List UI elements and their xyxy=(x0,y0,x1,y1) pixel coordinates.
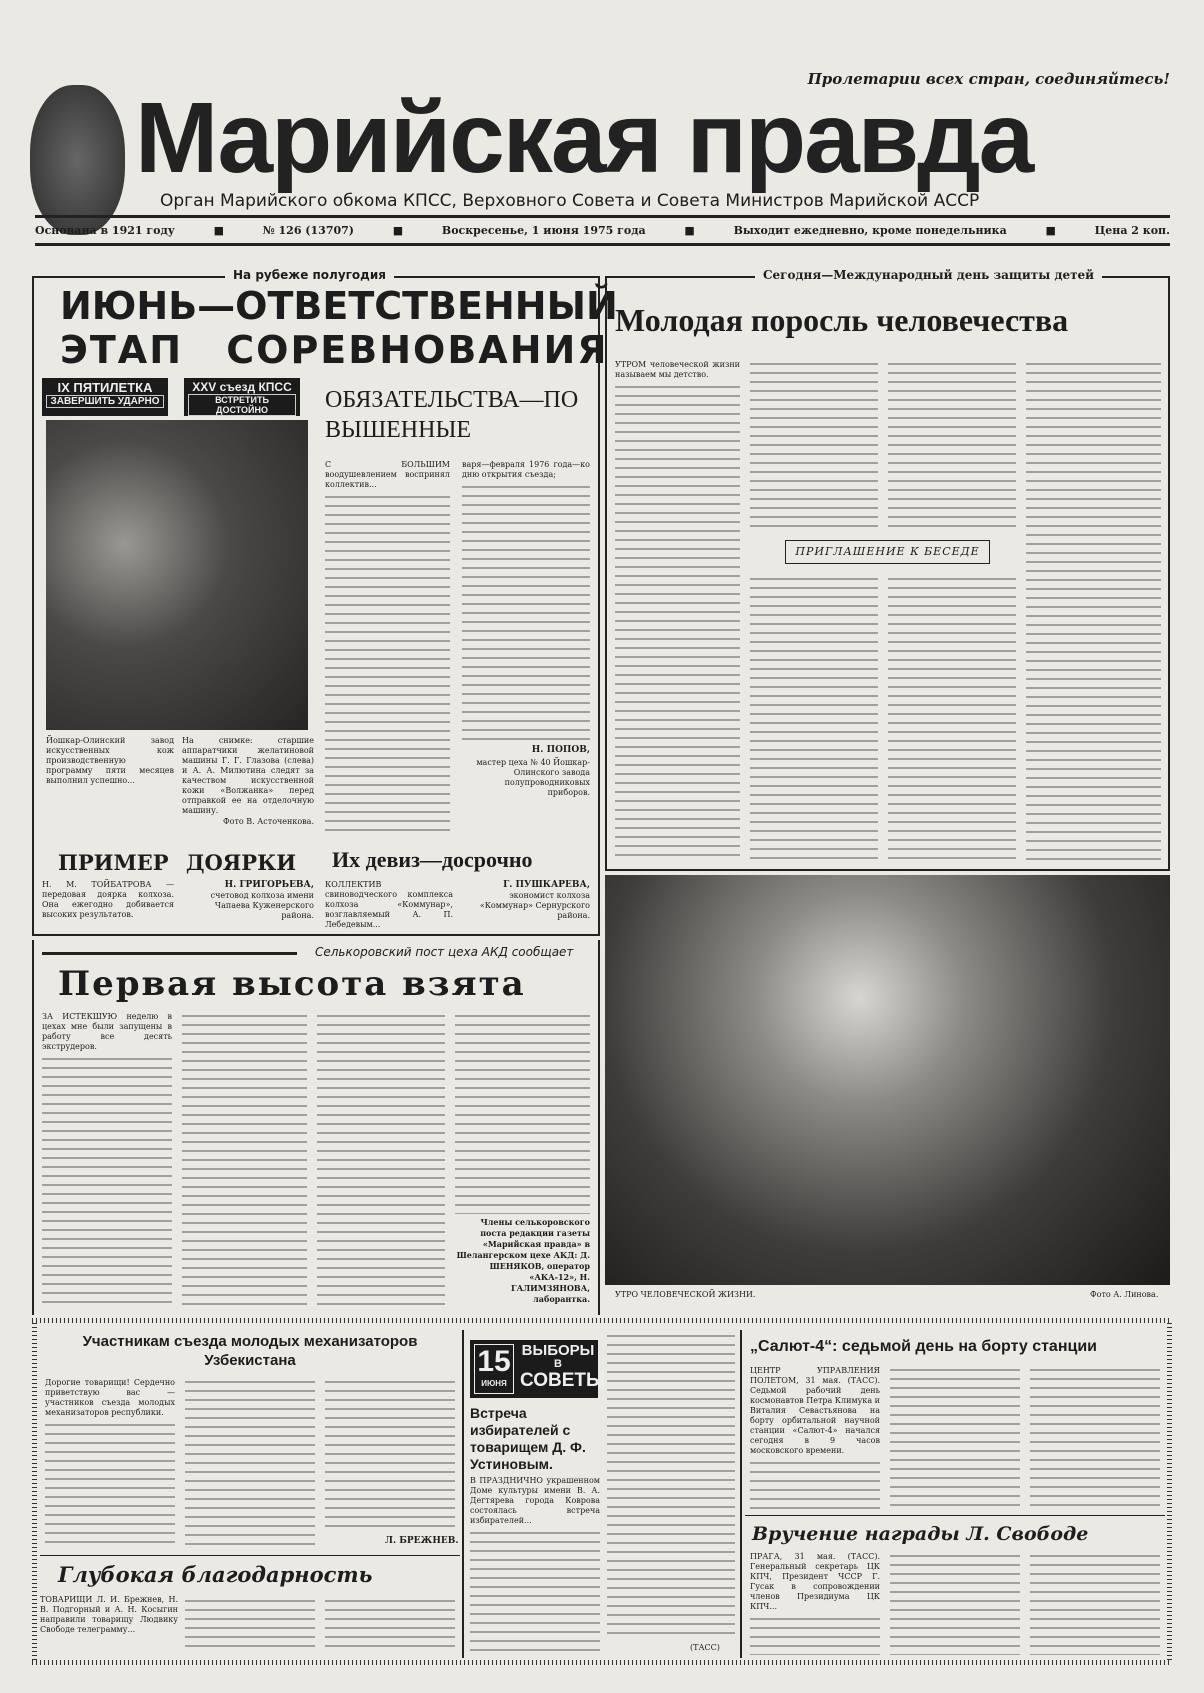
article-column xyxy=(750,1366,880,1510)
date: Воскресенье, 1 июня 1975 года xyxy=(441,224,646,237)
text-column xyxy=(182,1012,307,1305)
milkmaid-headline: ПРИМЕР ДОЯРКИ xyxy=(58,850,297,875)
text-column xyxy=(888,360,1016,530)
text-column xyxy=(185,1378,315,1548)
text-column xyxy=(317,1012,445,1305)
text-column xyxy=(750,575,878,865)
signature-block xyxy=(462,880,590,932)
elections-lead: В ПРАЗДНИЧНО украшенном Доме культуры имени В. А. Дегтярева города Коврова состоялась встреча избирателей... xyxy=(470,1476,600,1525)
award-headline: Вручение награды Л. Свободе xyxy=(752,1523,1089,1545)
text-column xyxy=(1026,360,1161,860)
first-height-lead: ЗА ИСТЕКШУЮ неделю в цехах мне были запущены в работу все десять экструдеров. xyxy=(42,1012,172,1051)
gratitude-lead: ТОВАРИЩИ Л. И. Брежнев, Н. В. Подгорный и А. Н. Косыгин направили товарищу Людвику Свободе телеграмму... xyxy=(40,1595,178,1634)
children-lead: УТРОМ человеческой жизни называем мы детство. xyxy=(615,360,740,379)
band-border xyxy=(32,1323,37,1660)
text-column xyxy=(462,483,590,740)
elections-headline: Встреча избирателей с товарищем Д. Ф. Устиновым. xyxy=(470,1405,586,1472)
divider xyxy=(35,243,1170,246)
five-year-plan-badge: IX ПЯТИЛЕТКА ЗАВЕРШИТЬ УДАРНО xyxy=(42,378,168,416)
text-column xyxy=(615,383,740,863)
signature: Н. ПОПОВ, xyxy=(531,745,590,755)
kicker: Селькоровский пост цеха АКД сообщает xyxy=(315,945,574,959)
signature-block xyxy=(182,880,314,932)
elections-column xyxy=(470,1405,600,1655)
text-column xyxy=(325,493,450,835)
text-column xyxy=(890,1366,1020,1510)
newspaper-subtitle: Орган Марийского обкома КПСС, Верховного Совета и Совета Министров Марийской АССР xyxy=(160,191,980,211)
photo-caption: Йошкар-Олинский завод искусственных кож производственную программу пяти месяцев выполнил успешно... xyxy=(46,736,174,785)
milkmaid-lead: Н. М. ТОЙБАТРОВА — передовая доярка колхоза. Она ежегодно добивается высоких результатов. xyxy=(42,880,174,919)
article-lead: С БОЛЬШИМ воодушевлением воспринял коллектив... xyxy=(325,460,450,489)
signature-role: мастер цеха № 40 Йошкар-Олинского завода полупроводниковых приборов. xyxy=(476,758,590,797)
text-column xyxy=(185,1597,315,1652)
tass-note: (ТАСС) xyxy=(690,1643,720,1652)
salyut-headline: „Салют-4“: седьмой день на борту станции xyxy=(750,1338,1097,1355)
price: Цена 2 коп. xyxy=(1094,224,1170,237)
divider xyxy=(35,215,1170,218)
text-column xyxy=(1030,1366,1160,1510)
article-lead: варя—февраля 1976 года—ко дню открытия съезда; xyxy=(462,460,590,479)
election-day: 15 xyxy=(477,1345,511,1378)
signature: Г. ПУШКАРЕВА, xyxy=(503,880,590,890)
band-border xyxy=(1167,1323,1172,1660)
headline: ЭТАП СОРЕВНОВАНИЯ xyxy=(60,328,609,372)
kicker: Сегодня—Международный день защиты детей xyxy=(755,268,1102,282)
text-column xyxy=(750,360,878,530)
text-column xyxy=(455,1012,590,1214)
slogan: Пролетарии всех стран, соединяйтесь! xyxy=(807,70,1170,88)
uzbek-lead: Дорогие товарищи! Сердечно приветствую вас — участников съезда молодых механизаторов республики. xyxy=(45,1378,175,1417)
signature: Л. БРЕЖНЕВ. xyxy=(385,1536,459,1546)
text-column xyxy=(325,1378,455,1528)
divider xyxy=(745,1515,1165,1516)
election-month: ИЮНЯ xyxy=(481,1379,507,1388)
newspaper-title: Марийская правда xyxy=(135,82,1033,194)
sub-headline: ОБЯЗАТЕЛЬСТВА—ПОВЫШЕННЫЕ xyxy=(325,387,579,443)
signature: Члены селькоровского поста редакции газеты «Марийская правда» в Шелангерском цехе АКД: Д. ШЕНЯКОВ, оператор «АКА-12», Н. ГАЛИМЗЯНОВА, лаборантка. xyxy=(456,1217,590,1304)
divider xyxy=(42,952,297,955)
text-column xyxy=(1030,1552,1160,1655)
info-bar: Основана в 1921 году ■ № 126 (13707) ■ Воскресенье, 1 июня 1975 года ■ Выходит ежедневно, кроме понедельника ■ Цена 2 коп. xyxy=(35,224,1170,237)
signature-role: счетовод колхоза имени Чапаева Куженерского района. xyxy=(210,891,314,920)
article-column xyxy=(615,360,740,863)
text-column xyxy=(607,1332,735,1637)
congress-badge: XXV съезд КПСС ВСТРЕТИТЬ ДОСТОЙНО xyxy=(184,378,300,416)
kicker: На рубеже полугодия xyxy=(225,268,394,282)
caption-column xyxy=(182,736,314,848)
article-column xyxy=(42,1012,172,1305)
salyut-lead: ЦЕНТР УПРАВЛЕНИЯ ПОЛЕТОМ, 31 мая. (ТАСС). Седьмой рабочий день космонавтов Петра Климука и Виталия Севастьянова на борту орбитальной научной станции «Салют-4» начался сегодня в 9 часов московского времени. xyxy=(750,1366,880,1455)
article-column xyxy=(45,1378,175,1548)
text-column xyxy=(45,1421,175,1548)
emblem xyxy=(30,85,125,235)
headline: ИЮНЬ—ОТВЕТСТВЕННЫЙ xyxy=(60,284,618,328)
text-column xyxy=(325,1597,455,1652)
motto-headline: Их девиз—досрочно xyxy=(332,847,533,872)
text-column xyxy=(42,1055,172,1305)
band-border xyxy=(32,1318,1172,1323)
signature: Н. ГРИГОРЬЕВА, xyxy=(224,880,314,890)
children-headline: Молодая поросль человечества xyxy=(615,302,1069,338)
frequency: Выходит ежедневно, кроме понедельника xyxy=(733,224,1007,237)
invitation-box: ПРИГЛАШЕНИЕ К БЕСЕДЕ xyxy=(785,540,990,564)
photo-caption: На снимке: старшие аппаратчики желатиновой машины Г. Г. Глазова (слева) и А. А. Милютина следят за качеством искусственной кожи «Волжанка» перед отправкой ее на отделочную машину. xyxy=(182,736,314,815)
elections-logo: 15 ИЮНЯ ВЫБОРЫ В СОВЕТЫ xyxy=(470,1340,598,1398)
article-column xyxy=(750,1552,880,1655)
band-border xyxy=(32,1660,1172,1665)
issue-number: № 126 (13707) xyxy=(262,224,354,237)
article-column xyxy=(325,460,450,835)
photo-credit: Фото А. Линова. xyxy=(1090,1290,1159,1299)
article-column xyxy=(455,1012,590,1305)
gratitude-headline: Глубокая благодарность xyxy=(58,1562,373,1587)
children-photo xyxy=(605,875,1170,1285)
founded: Основана в 1921 году xyxy=(35,224,175,237)
text-column xyxy=(470,1529,600,1655)
text-column xyxy=(750,1615,880,1655)
text-column xyxy=(890,1552,1020,1655)
text-column xyxy=(750,1459,880,1510)
photo-credit: Фото В. Асточенкова. xyxy=(223,817,314,826)
divider xyxy=(40,1555,460,1556)
first-height-headline: Первая высота взята xyxy=(58,964,526,1004)
award-lead: ПРАГА, 31 мая. (ТАСС). Генеральный секретарь ЦК КПЧ, Президент ЧССР Г. Гусак в сопровождении членов Президиума ЦК КПЧ... xyxy=(750,1552,880,1611)
divider xyxy=(462,1330,464,1658)
motto-lead: КОЛЛЕКТИВ свиноводческого комплекса колхоза «Коммунар», возглавляемый А. П. Лебедевым... xyxy=(325,880,453,929)
article-column xyxy=(462,460,590,740)
divider xyxy=(740,1330,742,1658)
factory-photo xyxy=(46,420,308,730)
signature-role: экономист колхоза «Коммунар» Сернурского района. xyxy=(479,891,590,920)
photo-caption: УТРО ЧЕЛОВЕЧЕСКОЙ ЖИЗНИ. xyxy=(615,1290,756,1299)
uzbek-headline: Участникам съезда молодых механизаторов Узбекистана xyxy=(82,1333,418,1369)
text-column xyxy=(888,575,1016,865)
